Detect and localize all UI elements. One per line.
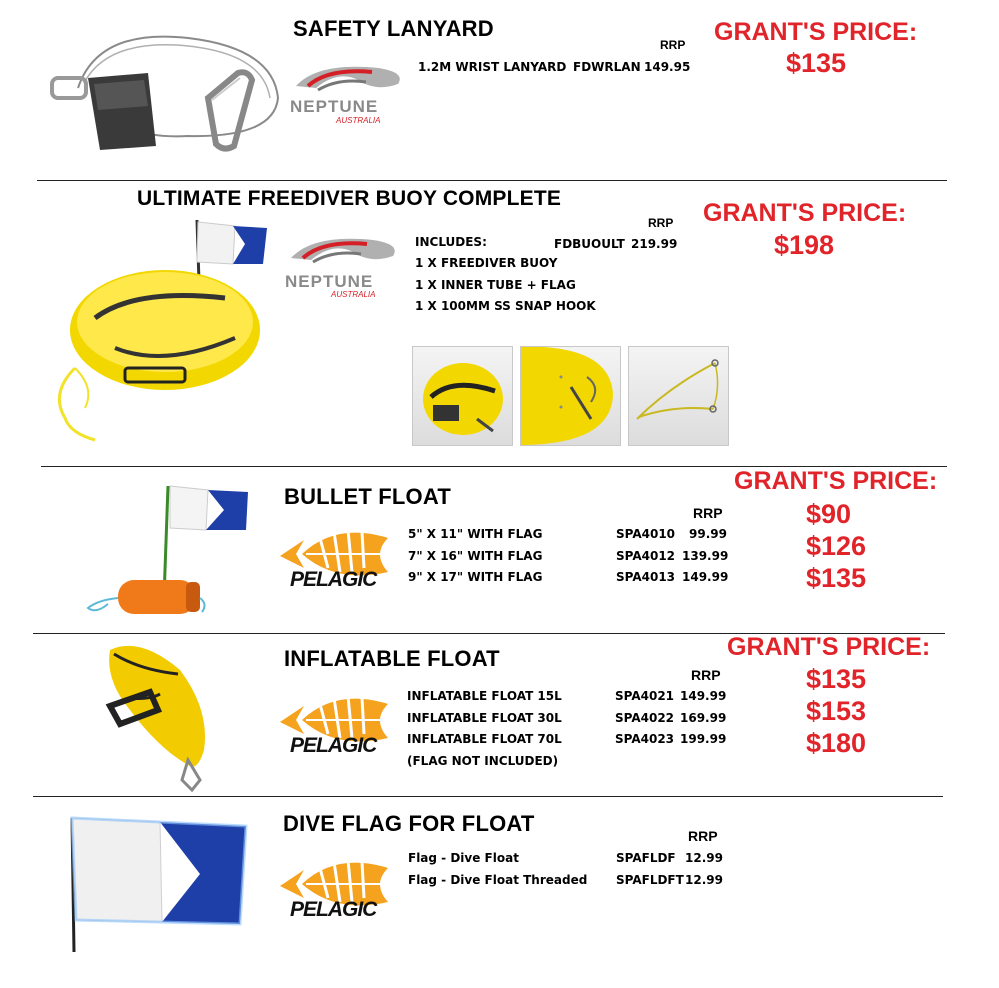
pelagic-logo [276,848,401,920]
neptune-logo-text: NEPTUNE [290,97,379,116]
buoy-product-image [55,218,280,448]
buoy-title: ULTIMATE FREEDIVER BUOY COMPLETE [137,187,562,210]
lanyard-rrp-label: RRP [660,38,686,52]
inflatable-rrp-label: RRP [691,667,721,683]
bullet-rrp-label: RRP [693,505,723,521]
bullet-item-code: SPA4010 [616,527,676,541]
buoy-thumbnail [412,346,513,446]
bullet-grant-price: $126 [806,531,867,561]
pelagic-logo-text: PELAGIC [290,734,377,756]
buoy-include-item: 1 X FREEDIVER BUOY [415,256,558,270]
pelagic-logo-text: PELAGIC [290,568,377,590]
divider [37,180,947,181]
inflatable-item-desc: INFLATABLE FLOAT 30L [407,711,562,725]
buoy-includes-label: INCLUDES: [415,235,487,249]
flag-item-code: SPAFLDF [616,851,676,865]
inflatable-item-code: SPA4022 [615,711,675,725]
buoy-include-item: 1 X INNER TUBE + FLAG [415,278,576,292]
buoy-thumbnail [520,346,621,446]
bullet-float-title: BULLET FLOAT [284,484,451,509]
bullet-item-price: 139.99 [682,549,729,563]
lanyard-product-image [38,28,288,158]
buoy-code: FDBUOULT [554,237,625,251]
bullet-item-price: 149.99 [682,570,729,584]
neptune-logo-text: NEPTUNE [285,272,374,291]
dive-flag-product-image [62,812,252,954]
bullet-item-code: SPA4013 [616,570,676,584]
neptune-logo [283,232,408,300]
buoy-price: 219.99 [631,237,678,251]
flag-item-price: 12.99 [685,851,723,865]
flag-item-desc: Flag - Dive Float [408,851,519,865]
flag-item-code: SPAFLDFT [616,873,684,887]
inflatable-item-price: 199.99 [680,732,727,746]
pelagic-logo-text: PELAGIC [290,898,377,920]
flag-item-price: 12.99 [685,873,723,887]
inflatable-grant-price: $153 [806,696,867,726]
buoy-include-item: 1 X 100MM SS SNAP HOOK [415,299,596,313]
bullet-grant-label: GRANT'S PRICE: [734,467,938,495]
bullet-grant-price: $90 [806,499,852,529]
lanyard-item-code: FDWRLAN [573,60,641,74]
bullet-item-price: 99.99 [689,527,727,541]
inflatable-item-desc: INFLATABLE FLOAT 70L [407,732,562,746]
buoy-grant-price: $198 [774,230,835,260]
pelagic-logo [276,684,401,756]
flag-item-desc: Flag - Dive Float Threaded [408,873,588,887]
lanyard-title: SAFETY LANYARD [293,16,494,41]
svg-text:AUSTRALIA: AUSTRALIA [331,290,376,299]
flag-rrp-label: RRP [688,828,718,844]
inflatable-grant-label: GRANT'S PRICE: [727,633,931,661]
inflatable-item-price: 169.99 [680,711,727,725]
dive-flag-title: DIVE FLAG FOR FLOAT [283,811,535,836]
inflatable-float-product-image [100,640,220,792]
neptune-logo [288,60,413,128]
buoy-thumbnail [628,346,729,446]
bullet-float-product-image [78,480,278,620]
bullet-grant-price: $135 [806,563,867,593]
inflatable-item-code: SPA4023 [615,732,675,746]
lanyard-item-desc: 1.2M WRIST LANYARD [418,60,567,74]
inflatable-float-title: INFLATABLE FLOAT [284,646,500,671]
bullet-item-desc: 5" X 11" WITH FLAG [408,527,543,541]
pelagic-logo [276,518,401,590]
buoy-grant-label: GRANT'S PRICE: [703,199,907,227]
lanyard-grant-label: GRANT'S PRICE: [714,18,918,46]
bullet-item-desc: 9" X 17" WITH FLAG [408,570,543,584]
inflatable-grant-price: $180 [806,728,867,758]
bullet-item-code: SPA4012 [616,549,676,563]
inflatable-item-price: 149.99 [680,689,727,703]
svg-text:AUSTRALIA: AUSTRALIA [336,116,381,125]
inflatable-note: (FLAG NOT INCLUDED) [407,754,559,768]
buoy-rrp-label: RRP [648,216,674,230]
inflatable-grant-price: $135 [806,664,867,694]
lanyard-grant-price: $135 [786,48,847,78]
lanyard-item-price: 149.95 [644,60,691,74]
bullet-item-desc: 7" X 16" WITH FLAG [408,549,543,563]
inflatable-item-desc: INFLATABLE FLOAT 15L [407,689,562,703]
inflatable-item-code: SPA4021 [615,689,675,703]
divider [33,796,943,797]
